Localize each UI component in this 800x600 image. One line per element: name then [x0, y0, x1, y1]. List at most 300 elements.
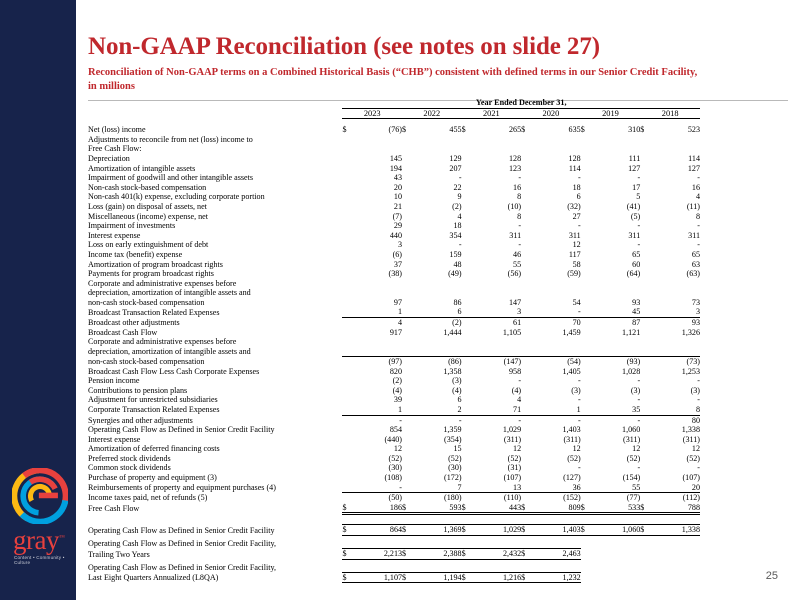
row-currency-symbol: [521, 192, 533, 202]
page-subtitle: Reconciliation of Non-GAAP terms on a Combined Historical Basis (“CHB”) consistent with defined terms in our Senior Credit Facility, in millions: [88, 67, 698, 92]
row-value: -: [533, 415, 580, 425]
row-value: [652, 288, 700, 298]
row-currency-symbol: [402, 356, 414, 366]
row-currency-symbol: [402, 483, 414, 493]
row-currency-symbol: [402, 164, 414, 174]
summary-value: 1,338: [652, 525, 700, 536]
row-value: 29: [393, 221, 402, 231]
table-row: [88, 135, 700, 145]
row-value: 39: [393, 395, 402, 405]
column-header-2023: 2023: [342, 108, 402, 119]
row-value: [414, 288, 461, 298]
period-header-spacer: [88, 98, 342, 108]
row-value: 93: [632, 297, 641, 307]
row-currency-symbol: [402, 144, 414, 154]
row-currency-symbol: $: [461, 125, 466, 135]
row-value: 310: [628, 125, 641, 135]
summary-currency-symbol: $: [640, 525, 652, 536]
row-currency-symbol: [521, 231, 533, 241]
row-currency-symbol: $: [342, 503, 354, 514]
row-label: Adjustment for unrestricted subsidiaries: [88, 395, 218, 405]
row-label: depreciation, amortization of intangible assets and: [88, 288, 251, 298]
row-currency-symbol: [521, 473, 533, 483]
row-currency-symbol: [521, 260, 533, 270]
row-currency-symbol: [462, 240, 474, 250]
row-value: 1,444: [443, 327, 462, 337]
row-value: 6: [576, 192, 581, 202]
row-label: Purchase of property and equipment (3): [88, 473, 217, 483]
row-value: (76): [388, 125, 402, 135]
row-value: 63: [691, 259, 700, 269]
row-label: Broadcast Cash Flow Less Cash Corporate Expenses: [88, 366, 260, 376]
row-currency-symbol: [640, 473, 652, 483]
row-currency-symbol: [342, 279, 354, 289]
row-value: 1: [397, 404, 402, 414]
row-value: (52): [567, 453, 581, 463]
table-row: [88, 221, 700, 231]
row-value: 93: [652, 318, 700, 328]
table-row: [88, 240, 700, 250]
row-value: -: [414, 415, 461, 425]
summary-value: 864: [355, 525, 402, 536]
row-value: 1: [576, 404, 581, 414]
row-value: [355, 288, 402, 298]
row-value: [414, 279, 461, 289]
row-currency-symbol: [581, 240, 593, 250]
row-value: 593: [414, 503, 461, 514]
row-value: (180): [414, 493, 461, 503]
row-currency-symbol: [521, 493, 533, 503]
row-currency-symbol: [342, 202, 354, 212]
row-value: -: [697, 221, 700, 231]
row-currency-symbol: [462, 347, 474, 357]
row-currency-symbol: [342, 483, 354, 493]
row-value: 207: [449, 163, 462, 173]
row-currency-symbol: [640, 269, 652, 279]
row-currency-symbol: [342, 454, 354, 464]
row-value: 117: [568, 249, 581, 259]
row-currency-symbol: [462, 376, 474, 386]
row-currency-symbol: [402, 454, 414, 464]
table-row: [88, 173, 700, 183]
row-label: Non-cash stock-based compensation: [88, 182, 207, 192]
summary-value: 1,194: [414, 572, 461, 583]
row-value: 1,105: [502, 327, 522, 337]
row-label: Broadcast other adjustments: [88, 318, 180, 328]
row-currency-symbol: [640, 240, 652, 250]
row-currency-symbol: [402, 415, 414, 425]
row-currency-symbol: [462, 202, 474, 212]
row-value: 1,121: [622, 327, 641, 337]
summary-row: [88, 549, 700, 560]
row-currency-symbol: [462, 493, 474, 503]
row-value: (2): [414, 318, 461, 328]
row-value: 123: [508, 163, 522, 173]
row-value: 97: [393, 297, 402, 307]
row-value: [593, 279, 640, 289]
row-currency-symbol: [462, 173, 474, 183]
row-currency-symbol: [402, 367, 414, 377]
row-value: 12: [632, 444, 641, 454]
row-value: 3: [397, 240, 402, 250]
table-row: [88, 288, 700, 298]
summary-currency-symbol: $: [521, 549, 533, 560]
row-currency-symbol: [342, 260, 354, 270]
summary-value: [652, 572, 700, 583]
row-currency-symbol: [342, 328, 354, 338]
row-label: Corporate and administrative expenses before: [88, 278, 237, 288]
row-value: -: [355, 415, 402, 425]
row-value: 129: [449, 153, 462, 163]
summary-value: [355, 539, 402, 549]
row-value: 114: [688, 153, 700, 163]
row-currency-symbol: [521, 298, 533, 308]
row-value: -: [577, 173, 581, 183]
row-currency-symbol: [402, 183, 414, 193]
row-currency-symbol: [342, 425, 354, 435]
row-label: Loss on early extinguishment of debt: [88, 240, 209, 250]
row-currency-symbol: [462, 318, 474, 328]
row-value: [593, 288, 640, 298]
row-value: [414, 337, 461, 347]
row-currency-symbol: $: [580, 125, 585, 135]
period-header-label: Year Ended December 31,: [342, 98, 700, 108]
row-currency-symbol: [402, 463, 414, 473]
table-row: [88, 328, 700, 338]
row-value: (31): [507, 463, 522, 473]
row-value: 354: [449, 230, 462, 240]
table-row: [88, 202, 700, 212]
row-value: (52): [686, 453, 700, 463]
row-value: (311): [623, 434, 641, 444]
row-currency-symbol: [402, 386, 414, 396]
row-currency-symbol: $: [521, 125, 526, 135]
row-value: 27: [572, 211, 581, 221]
row-value: 73: [691, 297, 700, 307]
row-value: 1,060: [622, 425, 641, 435]
row-label: Payments for program broadcast rights: [88, 269, 214, 279]
row-value: (147): [474, 356, 521, 366]
row-value: (32): [567, 201, 581, 211]
row-currency-symbol: [640, 376, 652, 386]
row-currency-symbol: [581, 415, 593, 425]
row-currency-symbol: [342, 435, 354, 445]
row-value: (11): [686, 201, 700, 211]
row-currency-symbol: [581, 288, 593, 298]
row-currency-symbol: [521, 212, 533, 222]
row-value: [533, 347, 580, 357]
summary-currency-symbol: [581, 549, 593, 560]
row-value: (112): [652, 493, 700, 503]
table-row: [88, 154, 700, 164]
summary-value: 1,403: [533, 525, 580, 536]
table-row: [88, 386, 700, 396]
table-row: [88, 298, 700, 308]
row-currency-symbol: [402, 288, 414, 298]
row-value: 61: [474, 318, 521, 328]
row-currency-symbol: [581, 356, 593, 366]
summary-currency-symbol: $: [462, 525, 474, 536]
row-value: 46: [513, 249, 522, 259]
row-currency-symbol: [402, 425, 414, 435]
row-label: Income tax (benefit) expense: [88, 249, 183, 259]
row-value: 37: [393, 259, 402, 269]
summary-row-label: Operating Cash Flow as Defined in Senior Credit Facility,: [88, 539, 277, 549]
row-currency-symbol: [581, 483, 593, 493]
row-label: Free Cash Flow:: [88, 144, 142, 154]
row-value: 820: [389, 366, 402, 376]
row-currency-symbol: [521, 386, 533, 396]
row-value: 1,405: [562, 366, 581, 376]
row-currency-symbol: [342, 415, 354, 425]
summary-row: [88, 572, 700, 583]
row-currency-symbol: [640, 356, 652, 366]
row-currency-symbol: [462, 298, 474, 308]
row-value: [355, 347, 402, 357]
summary-currency-symbol: [581, 572, 593, 583]
row-value: 80: [652, 415, 700, 425]
row-value: 8: [517, 211, 522, 221]
row-label: Corporate and administrative expenses before: [88, 337, 237, 347]
row-label: depreciation, amortization of intangible assets and: [88, 346, 251, 356]
row-value: 1,359: [443, 425, 462, 435]
gray-wordmark: [13, 525, 72, 553]
row-value: 35: [632, 404, 641, 414]
row-value: 71: [513, 404, 522, 414]
row-currency-symbol: [581, 493, 593, 503]
summary-currency-symbol: [462, 563, 474, 573]
row-value: 311: [509, 230, 522, 240]
row-value: 533: [593, 503, 640, 514]
row-currency-symbol: [521, 164, 533, 174]
table-row: [88, 367, 700, 377]
row-currency-symbol: [402, 240, 414, 250]
row-label: Impairment of investments: [88, 221, 176, 231]
row-value: 86: [453, 297, 462, 307]
row-value: (93): [593, 356, 640, 366]
row-currency-symbol: [342, 337, 354, 347]
row-currency-symbol: [521, 425, 533, 435]
row-currency-symbol: [640, 212, 652, 222]
row-currency-symbol: [402, 154, 414, 164]
table-row: [88, 347, 700, 357]
row-currency-symbol: [581, 250, 593, 260]
summary-table: [88, 524, 700, 583]
year-header-spacer: [88, 108, 342, 119]
row-label: Net (loss) income: [88, 125, 146, 135]
row-currency-symbol: [640, 386, 652, 396]
row-currency-symbol: [402, 318, 414, 328]
row-currency-symbol: [521, 376, 533, 386]
row-currency-symbol: [402, 231, 414, 241]
table-row: [88, 405, 700, 415]
row-currency-symbol: [640, 183, 652, 193]
summary-row-label: Last Eight Quarters Annualized (L8QA): [88, 573, 219, 583]
row-currency-symbol: [581, 192, 593, 202]
row-currency-symbol: [640, 318, 652, 328]
row-value: (52): [388, 453, 402, 463]
row-value: -: [697, 463, 700, 473]
row-value: 58: [572, 259, 581, 269]
row-currency-symbol: [640, 425, 652, 435]
row-currency-symbol: [402, 307, 414, 317]
row-value: 145: [389, 153, 402, 163]
row-currency-symbol: [402, 347, 414, 357]
row-value: (311): [682, 434, 700, 444]
row-currency-symbol: [581, 269, 593, 279]
reconciliation-table-wrap: [88, 98, 788, 583]
row-value: [474, 144, 521, 154]
row-value: [414, 347, 461, 357]
row-value: 159: [449, 249, 462, 259]
row-currency-symbol: [402, 405, 414, 415]
row-currency-symbol: [581, 318, 593, 328]
row-value: 4: [695, 192, 700, 202]
row-value: 4: [355, 318, 402, 328]
summary-value: [652, 539, 700, 549]
row-currency-symbol: [342, 164, 354, 174]
row-currency-symbol: [521, 405, 533, 415]
row-currency-symbol: [462, 279, 474, 289]
row-currency-symbol: [342, 395, 354, 405]
row-currency-symbol: [581, 328, 593, 338]
row-value: 111: [628, 153, 641, 163]
summary-currency-symbol: $: [462, 572, 474, 583]
row-currency-symbol: [342, 212, 354, 222]
row-value: 186: [355, 503, 402, 514]
row-value: 12: [513, 444, 522, 454]
row-value: 87: [593, 318, 640, 328]
row-currency-symbol: [640, 454, 652, 464]
row-currency-symbol: [640, 164, 652, 174]
row-currency-symbol: [462, 260, 474, 270]
table-row: [88, 444, 700, 454]
row-currency-symbol: [342, 240, 354, 250]
row-value: 1,459: [562, 327, 581, 337]
row-value: (440): [384, 434, 402, 444]
row-value: -: [458, 240, 462, 250]
row-value: [414, 135, 461, 145]
row-currency-symbol: [640, 328, 652, 338]
row-value: 1: [397, 307, 402, 317]
row-value: 13: [513, 482, 522, 492]
row-currency-symbol: [581, 279, 593, 289]
row-currency-symbol: [462, 337, 474, 347]
row-currency-symbol: [342, 144, 354, 154]
row-currency-symbol: [402, 135, 414, 145]
table-row: [88, 260, 700, 270]
row-value: -: [637, 173, 641, 183]
row-currency-symbol: [521, 173, 533, 183]
row-label: Interest expense: [88, 230, 141, 240]
table-row: [88, 144, 700, 154]
row-value: 1,029: [502, 425, 522, 435]
row-currency-symbol: [581, 444, 593, 454]
row-value: 5: [636, 192, 641, 202]
row-currency-symbol: [521, 269, 533, 279]
row-label: Synergies and other adjustments: [88, 415, 193, 425]
row-value: (3): [690, 385, 700, 395]
row-currency-symbol: [521, 454, 533, 464]
row-currency-symbol: [640, 367, 652, 377]
gray-wordmark-text: gray: [13, 525, 59, 555]
row-currency-symbol: [521, 144, 533, 154]
row-value: -: [697, 376, 700, 386]
table-row: [88, 307, 700, 317]
row-currency-symbol: [342, 347, 354, 357]
summary-currency-symbol: $: [402, 549, 414, 560]
year-header-row: [88, 108, 700, 119]
row-value: 20: [393, 182, 402, 192]
row-value: 194: [389, 163, 402, 173]
row-value: [414, 144, 461, 154]
row-value: 3: [517, 307, 522, 317]
row-value: 147: [508, 297, 522, 307]
title-block: [88, 33, 788, 93]
row-label: Corporate Transaction Related Expenses: [88, 405, 220, 415]
row-value: 10: [393, 192, 402, 202]
row-currency-symbol: [402, 337, 414, 347]
row-currency-symbol: [402, 250, 414, 260]
table-row: [88, 435, 700, 445]
row-value: -: [474, 415, 521, 425]
summary-value: [533, 539, 580, 549]
column-header-2022: 2022: [402, 108, 462, 119]
row-label: Pension income: [88, 376, 140, 386]
row-value: (30): [388, 463, 402, 473]
row-currency-symbol: [581, 473, 593, 483]
row-currency-symbol: [640, 298, 652, 308]
row-currency-symbol: [462, 221, 474, 231]
row-value: 4: [457, 211, 462, 221]
row-currency-symbol: [402, 473, 414, 483]
row-label: Impairment of goodwill and other intangible assets: [88, 173, 253, 183]
summary-currency-symbol: $: [521, 525, 533, 536]
row-value: [652, 347, 700, 357]
summary-currency-symbol: [640, 549, 652, 560]
summary-value: [355, 563, 402, 573]
row-currency-symbol: [462, 164, 474, 174]
row-value: -: [637, 240, 641, 250]
summary-currency-symbol: $: [521, 572, 533, 583]
row-value: 17: [632, 182, 641, 192]
row-value: -: [577, 395, 581, 405]
row-value: 21: [393, 201, 402, 211]
row-currency-symbol: [521, 415, 533, 425]
row-value: (52): [448, 453, 462, 463]
row-value: [593, 144, 640, 154]
summary-currency-symbol: [462, 539, 474, 549]
row-value: [474, 288, 521, 298]
row-currency-symbol: [581, 173, 593, 183]
row-currency-symbol: [462, 483, 474, 493]
row-currency-symbol: [581, 435, 593, 445]
row-label: Loss (gain) on disposal of assets, net: [88, 201, 207, 211]
row-currency-symbol: [402, 328, 414, 338]
row-currency-symbol: [581, 454, 593, 464]
row-value: 788: [652, 503, 700, 514]
row-value: -: [518, 240, 522, 250]
row-value: 8: [695, 404, 700, 414]
row-currency-symbol: [640, 192, 652, 202]
row-value: (108): [384, 473, 402, 483]
row-value: [533, 144, 580, 154]
summary-value: 2,463: [533, 549, 580, 560]
row-currency-symbol: $: [402, 125, 407, 135]
row-currency-symbol: [462, 473, 474, 483]
row-currency-symbol: [640, 435, 652, 445]
summary-value: [652, 549, 700, 560]
